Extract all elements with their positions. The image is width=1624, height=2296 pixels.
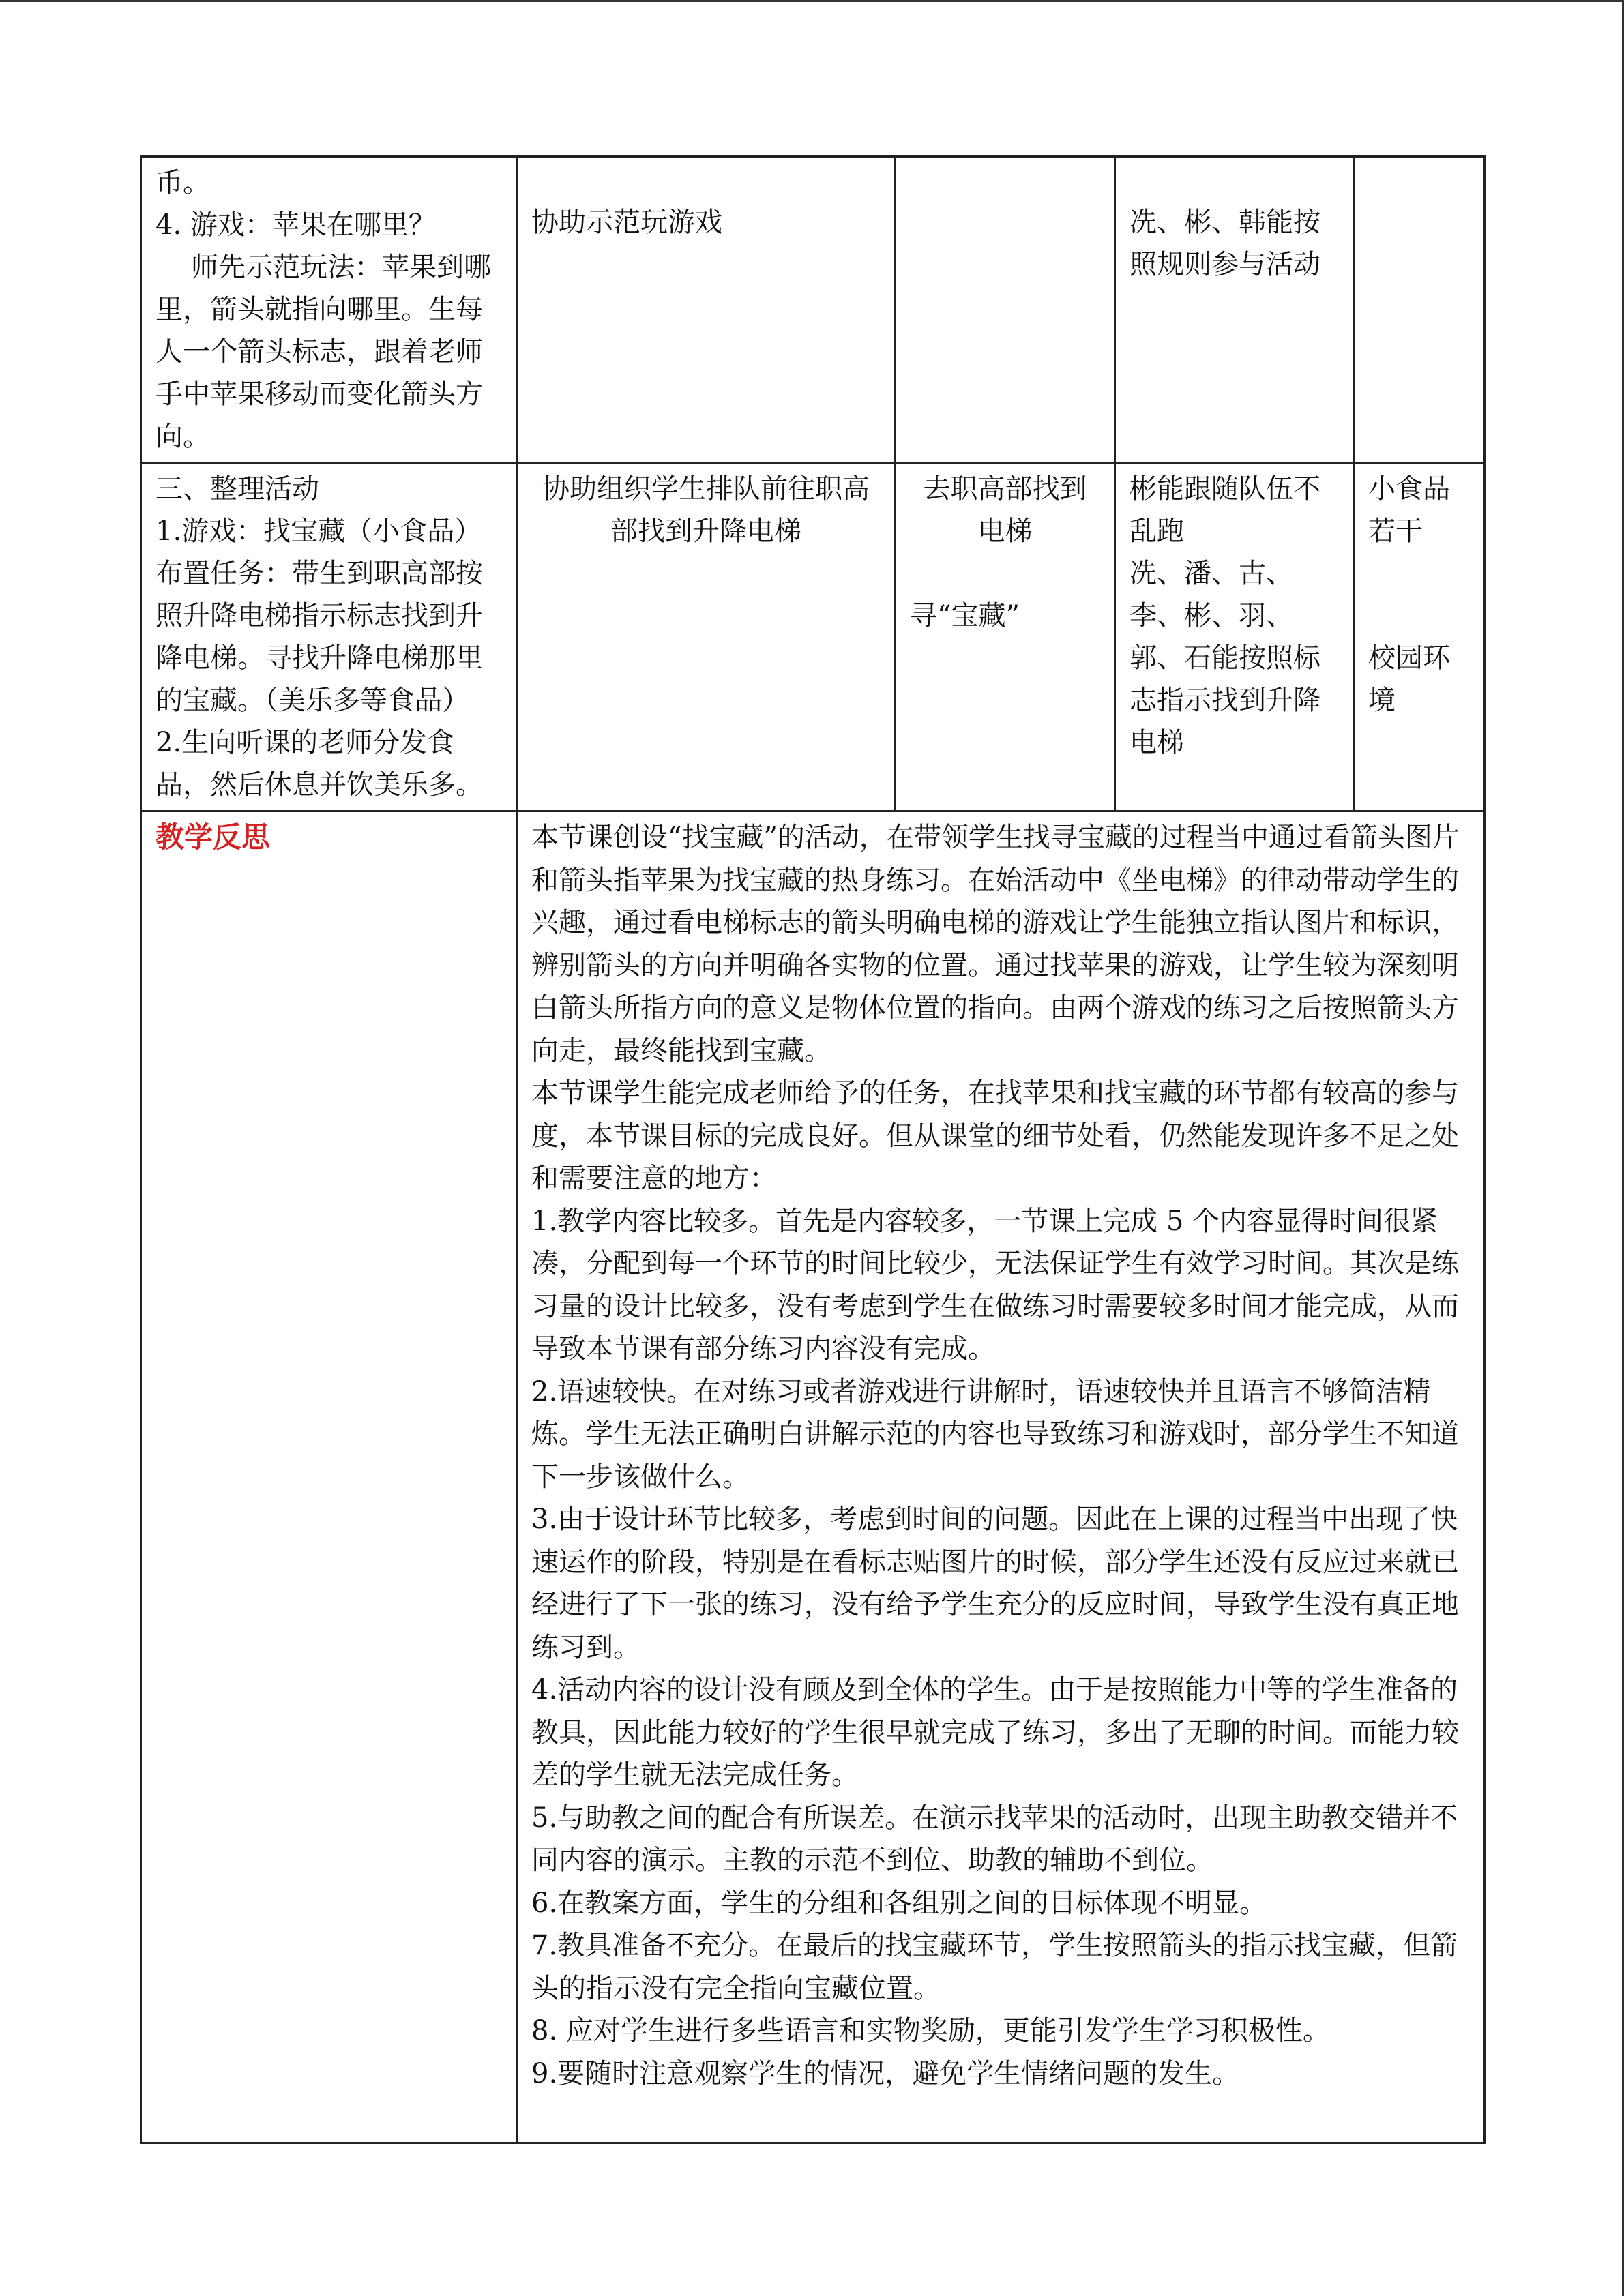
table-row-game-apple — [141, 157, 1485, 463]
students-text: 去职高部找到电梯 — [923, 473, 1087, 547]
resources-text: 校园环境 — [1368, 642, 1450, 716]
process-cell — [141, 463, 517, 811]
resources-text: 小食品若干 — [1368, 473, 1450, 547]
process-cell — [141, 157, 517, 463]
process-text: 1.游戏：找宝藏（小食品） — [156, 516, 482, 547]
individual-text: 冼、潘、古、李、彬、羽、郭、石能按照标志指示找到升降电梯 — [1130, 558, 1320, 758]
assist-cell — [517, 157, 896, 463]
individual-cell — [1115, 157, 1354, 463]
process-text: 布置任务：带生到职高部按照升降电梯指示标志找到升降电梯。寻找升降电梯那里的宝藏。（美乐多等食品） — [156, 558, 483, 716]
assist-cell — [517, 463, 896, 811]
reflection-paragraph: 9.要随时注意观察学生的情况，避免学生情绪问题的发生。 — [531, 2057, 1240, 2089]
table-row-organize — [141, 463, 1485, 811]
reflection-paragraph: 2.语速较快。在对练习或者游戏进行讲解时，语速较快并且语言不够简洁精炼。学生无法正确明白讲解示范的内容也导致练习和游戏时，部分学生不知道下一步该做什么。 — [531, 1375, 1459, 1493]
resources-cell — [1354, 463, 1485, 811]
individual-cell — [1115, 463, 1354, 811]
students-cell — [896, 463, 1115, 811]
reflection-paragraph: 3.由于设计环节比较多，考虑到时间的问题。因此在上课的过程当中出现了快速运作的阶段，特别是在看标志贴图片的时候，部分学生还没有反应过来就已经进行了下一张的练习，没有给予学生充分的反应时间，导致学生没有真正地练习到。 — [531, 1504, 1459, 1663]
process-text: 三、整理活动 — [156, 473, 319, 505]
reflection-title-cell — [141, 811, 517, 2143]
assist-text: 协助示范玩游戏 — [531, 207, 722, 238]
individual-text: 彬能跟随队伍不乱跑 — [1130, 473, 1320, 547]
reflection-paragraph: 8. 应对学生进行多些语言和实物奖励，更能引发学生学习积极性。 — [531, 2015, 1330, 2046]
table-row-reflection — [141, 811, 1485, 2143]
reflection-paragraph: 6.在教案方面，学生的分组和各组别之间的目标体现不明显。 — [531, 1887, 1267, 1919]
process-text: 师先示范玩法：苹果到哪里，箭头就指向哪里。生每人一个箭头标志，跟着老师手中苹果移动而变化箭头方向。 — [156, 252, 491, 452]
reflection-paragraph: 1.教学内容比较多。首先是内容较多，一节课上完成 5 个内容显得时间很紧凑，分配到每一个环节的时间比较少，无法保证学生有效学习时间。其次是练习量的设计比较多，没有考虑到学生在做练习时需要较多时间才能完成，从而导致本节课有部分练习内容没有完成。 — [531, 1205, 1459, 1365]
resources-cell — [1354, 157, 1485, 463]
reflection-paragraph: 本节课创设“找宝藏”的活动，在带领学生找寻宝藏的过程当中通过看箭头图片和箭头指苹果为找宝藏的热身练习。在始活动中《坐电梯》的律动带动学生的兴趣，通过看电梯标志的箭头明确电梯的游戏让学生能独立指认图片和标识，辨别箭头的方向并明确各实物的位置。通过找苹果的游戏，让学生较为深刻明白箭头所指方向的意义是物体位置的指向。由两个游戏的练习之后按照箭头方向走，最终能找到宝藏。 — [531, 822, 1460, 1067]
reflection-paragraph: 4.活动内容的设计没有顾及到全体的学生。由于是按照能力中等的学生准备的教具，因此能力较好的学生很早就完成了练习，多出了无聊的时间。而能力较差的学生就无法完成任务。 — [531, 1674, 1459, 1791]
reflection-paragraph: 5.与助教之间的配合有所误差。在演示找苹果的活动时，出现主助教交错并不同内容的演示。主教的示范不到位、助教的辅助不到位。 — [531, 1802, 1458, 1876]
process-text: 2.生向听课的老师分发食品，然后休息并饮美乐多。 — [156, 727, 483, 801]
reflection-content-cell — [517, 811, 1485, 2143]
reflection-title: 教学反思 — [156, 820, 271, 854]
assist-text: 协助组织学生排队前往职高部找到升降电梯 — [542, 473, 870, 547]
reflection-paragraph: 7.教具准备不充分。在最后的找宝藏环节，学生按照箭头的指示找宝藏，但箭头的指示没有完全指向宝藏位置。 — [531, 1930, 1458, 2004]
process-text: 币。 — [156, 167, 210, 198]
lesson-plan-table — [140, 155, 1486, 2144]
students-text: 寻“宝藏” — [910, 600, 1020, 631]
process-text: 4. 游戏：苹果在哪里？ — [156, 209, 436, 241]
individual-text: 冼、彬、韩能按照规则参与活动 — [1130, 207, 1320, 280]
reflection-paragraph: 本节课学生能完成老师给予的任务，在找苹果和找宝藏的环节都有较高的参与度，本节课目标的完成良好。但从课堂的细节处看，仍然能发现许多不足之处和需要注意的地方： — [531, 1077, 1459, 1194]
students-cell — [896, 157, 1115, 463]
